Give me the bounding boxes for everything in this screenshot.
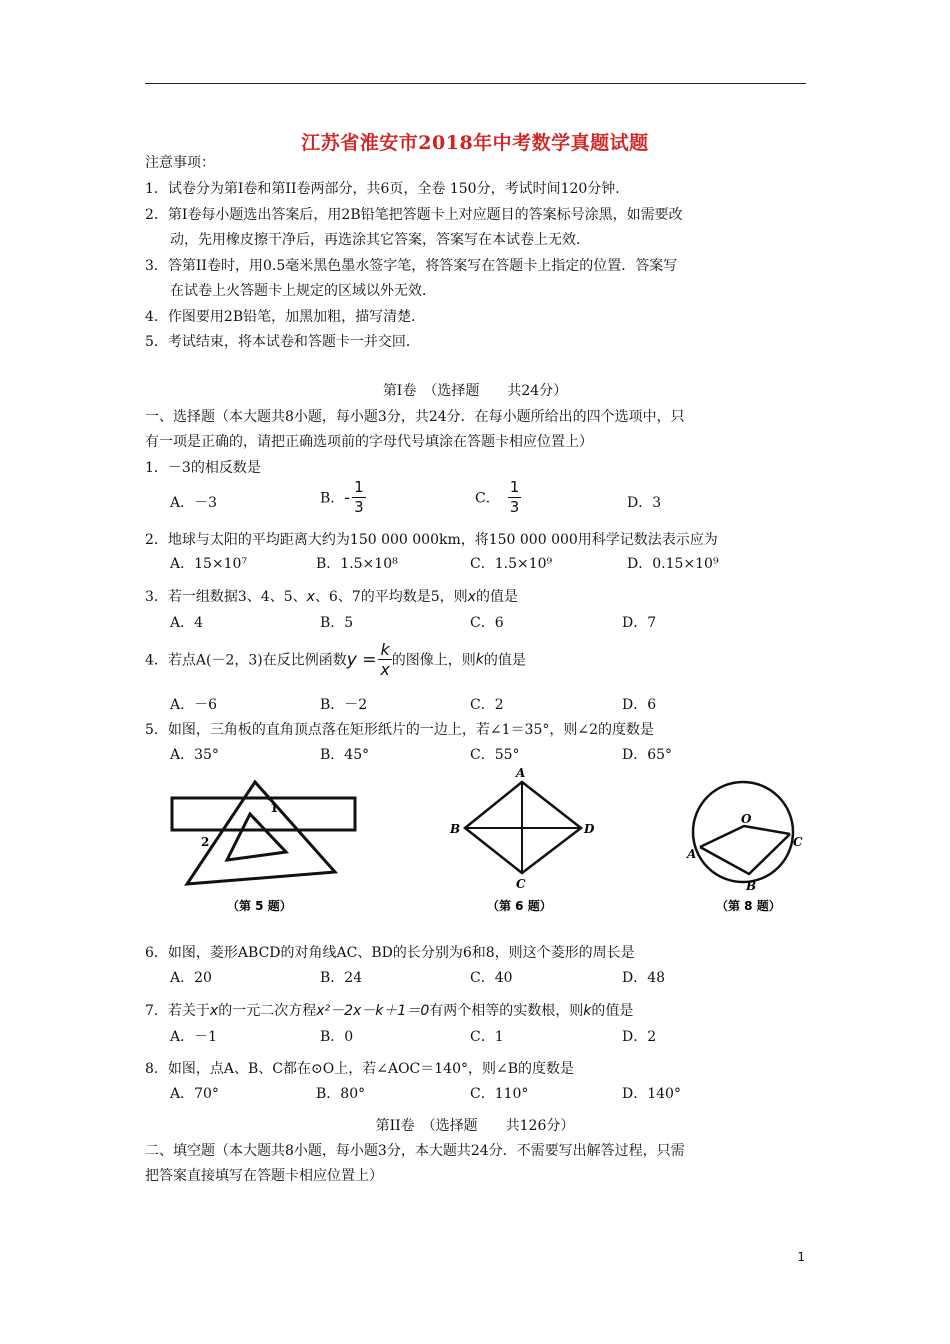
point-a-label: A: [687, 847, 697, 861]
q3-option-b: B．5: [320, 615, 354, 631]
q2-stem: 2．地球与太阳的平均距离大约为150 000 000km，将150 000 000用科学记数法表示应为: [145, 532, 718, 548]
notice-item: 2．第Ⅰ卷每小题选出答案后，用2B铅笔把答题卡上对应题目的答案标号涂黑，如需要改: [145, 207, 683, 223]
q8-option-a: A．70°: [170, 1086, 219, 1102]
q4-option-d: D．6: [622, 697, 657, 713]
header-rule: [145, 83, 806, 84]
figure-8-caption: （第 8 题）: [716, 899, 781, 913]
section2-line: 把答案直接填写在答题卡相应位置上）: [145, 1168, 383, 1184]
q8-option-d: D．140°: [622, 1086, 681, 1102]
vertex-d-label: D: [584, 822, 595, 836]
q6-option-a: A．20: [170, 970, 212, 986]
q7-option-d: D．2: [622, 1029, 657, 1045]
part1-heading: 第Ⅰ卷 （选择题 共24分）: [382, 383, 568, 399]
page-title: 江苏省淮安市2018年中考数学真题试题: [301, 132, 649, 154]
angle-2-label: 2: [201, 835, 210, 849]
q5-option-c: C．55°: [470, 747, 520, 763]
q4-option-b: B．－2: [320, 697, 368, 713]
page-number: 1: [797, 1250, 805, 1264]
q5-option-d: D．65°: [622, 747, 673, 763]
q4-option-c: C．2: [470, 697, 504, 713]
section2-line: 二、填空题（本大题共8小题，每小题3分，本大题共24分．不需要写出解答过程，只需: [145, 1143, 685, 1159]
notice-item: 3．答第II卷时，用0.5毫米黑色墨水签字笔，将答案写在答题卡上指定的位置．答案写: [145, 258, 678, 274]
point-b-label: B: [746, 879, 757, 893]
q5-stem: 5．如图，三角板的直角顶点落在矩形纸片的一边上，若∠1＝35°，则∠2的度数是: [145, 722, 654, 738]
notice-heading: 注意事项：: [145, 155, 215, 171]
q1-option-a: A．－3: [170, 495, 218, 511]
q3-stem: 3．若一组数据3、4、5、x、6、7的平均数是5，则x的值是: [145, 589, 518, 605]
q7-option-a: A．－1: [170, 1029, 218, 1045]
q8-option-c: C．110°: [470, 1086, 529, 1102]
figure-8: [680, 770, 810, 920]
q8-stem: 8．如图，点A、B、C都在⊙O上，若∠AOC＝140°，则∠B的度数是: [145, 1061, 574, 1077]
q2-option-c: C．1.5×10⁹: [470, 556, 553, 572]
q1-option-b: B．- $\frac{1}{3}$: [320, 478, 364, 516]
section1-line: 一、选择题（本大题共8小题，每小题3分，共24分．在每小题所给出的四个选项中，只: [145, 409, 685, 425]
figure-6: [445, 764, 605, 920]
q1-option-c: C． $\frac{1}{3}$: [475, 478, 520, 516]
figure-5: [165, 770, 365, 920]
q4-stem: 4．若点A(－2，3)在反比例函数y = $\frac{k}{x}$ 的图像上，则k的值是: [145, 640, 526, 679]
q4-option-a: A．－6: [170, 697, 218, 713]
notice-item: 1．试卷分为第Ⅰ卷和第II卷两部分，共6页，全卷 150分，考试时间120分钟．: [145, 181, 630, 197]
q7-stem: 7．若关于x的一元二次方程x²－2x－k＋1＝0有两个相等的实数根，则k的值是: [145, 1003, 634, 1019]
point-c-label: C: [793, 835, 803, 849]
q7-option-b: B．0: [320, 1029, 354, 1045]
vertex-a-label: A: [516, 766, 526, 780]
notice-item: 4．作图要用2B铅笔，加黑加粗，描写清楚．: [145, 309, 426, 325]
q6-option-b: B．24: [320, 970, 363, 986]
figure-5-caption: （第 5 题）: [227, 899, 292, 913]
rectangle-paper: [172, 798, 355, 830]
section1-line: 有一项是正确的，请把正确选项前的字母代号填涂在答题卡相应位置上）: [145, 434, 593, 450]
q6-stem: 6．如图，菱形ABCD的对角线AC、BD的长分别为6和8，则这个菱形的周长是: [145, 945, 635, 961]
angle-1-label: 1: [270, 801, 279, 815]
q5-option-a: A．35°: [170, 747, 219, 763]
vertex-b-label: B: [450, 822, 461, 836]
notice-item: 5．考试结束，将本试卷和答题卡一并交回．: [145, 334, 420, 350]
q8-option-b: B．80°: [316, 1086, 366, 1102]
part2-heading: 第II卷 （选择题 共126分）: [375, 1118, 575, 1134]
q2-option-a: A．15×10⁷: [170, 556, 248, 572]
q6-option-c: C．40: [470, 970, 513, 986]
q2-option-d: D．0.15×10⁹: [627, 556, 719, 572]
notice-item: 在试卷上火答题卡上规定的区域以外无效．: [170, 283, 436, 299]
vertex-c-label: C: [516, 877, 526, 891]
q3-option-c: C．6: [470, 615, 504, 631]
q7-option-c: C．1: [470, 1029, 504, 1045]
q6-option-d: D．48: [622, 970, 666, 986]
angle-aoc: [700, 826, 790, 847]
q1-stem: 1．－3的相反数是: [145, 460, 261, 476]
q1-option-d: D．3: [627, 495, 662, 511]
q3-option-a: A．4: [170, 615, 204, 631]
q3-option-d: D．7: [622, 615, 657, 631]
q2-option-b: B．1.5×10⁸: [316, 556, 398, 572]
point-o-label: O: [741, 812, 752, 826]
q5-option-b: B．45°: [320, 747, 370, 763]
notice-item: 动，先用橡皮擦干净后，再选涂其它答案，答案写在本试卷上无效．: [170, 232, 590, 248]
triangle-ruler-inner: [227, 814, 286, 860]
figure-6-caption: （第 6 题）: [487, 899, 552, 913]
